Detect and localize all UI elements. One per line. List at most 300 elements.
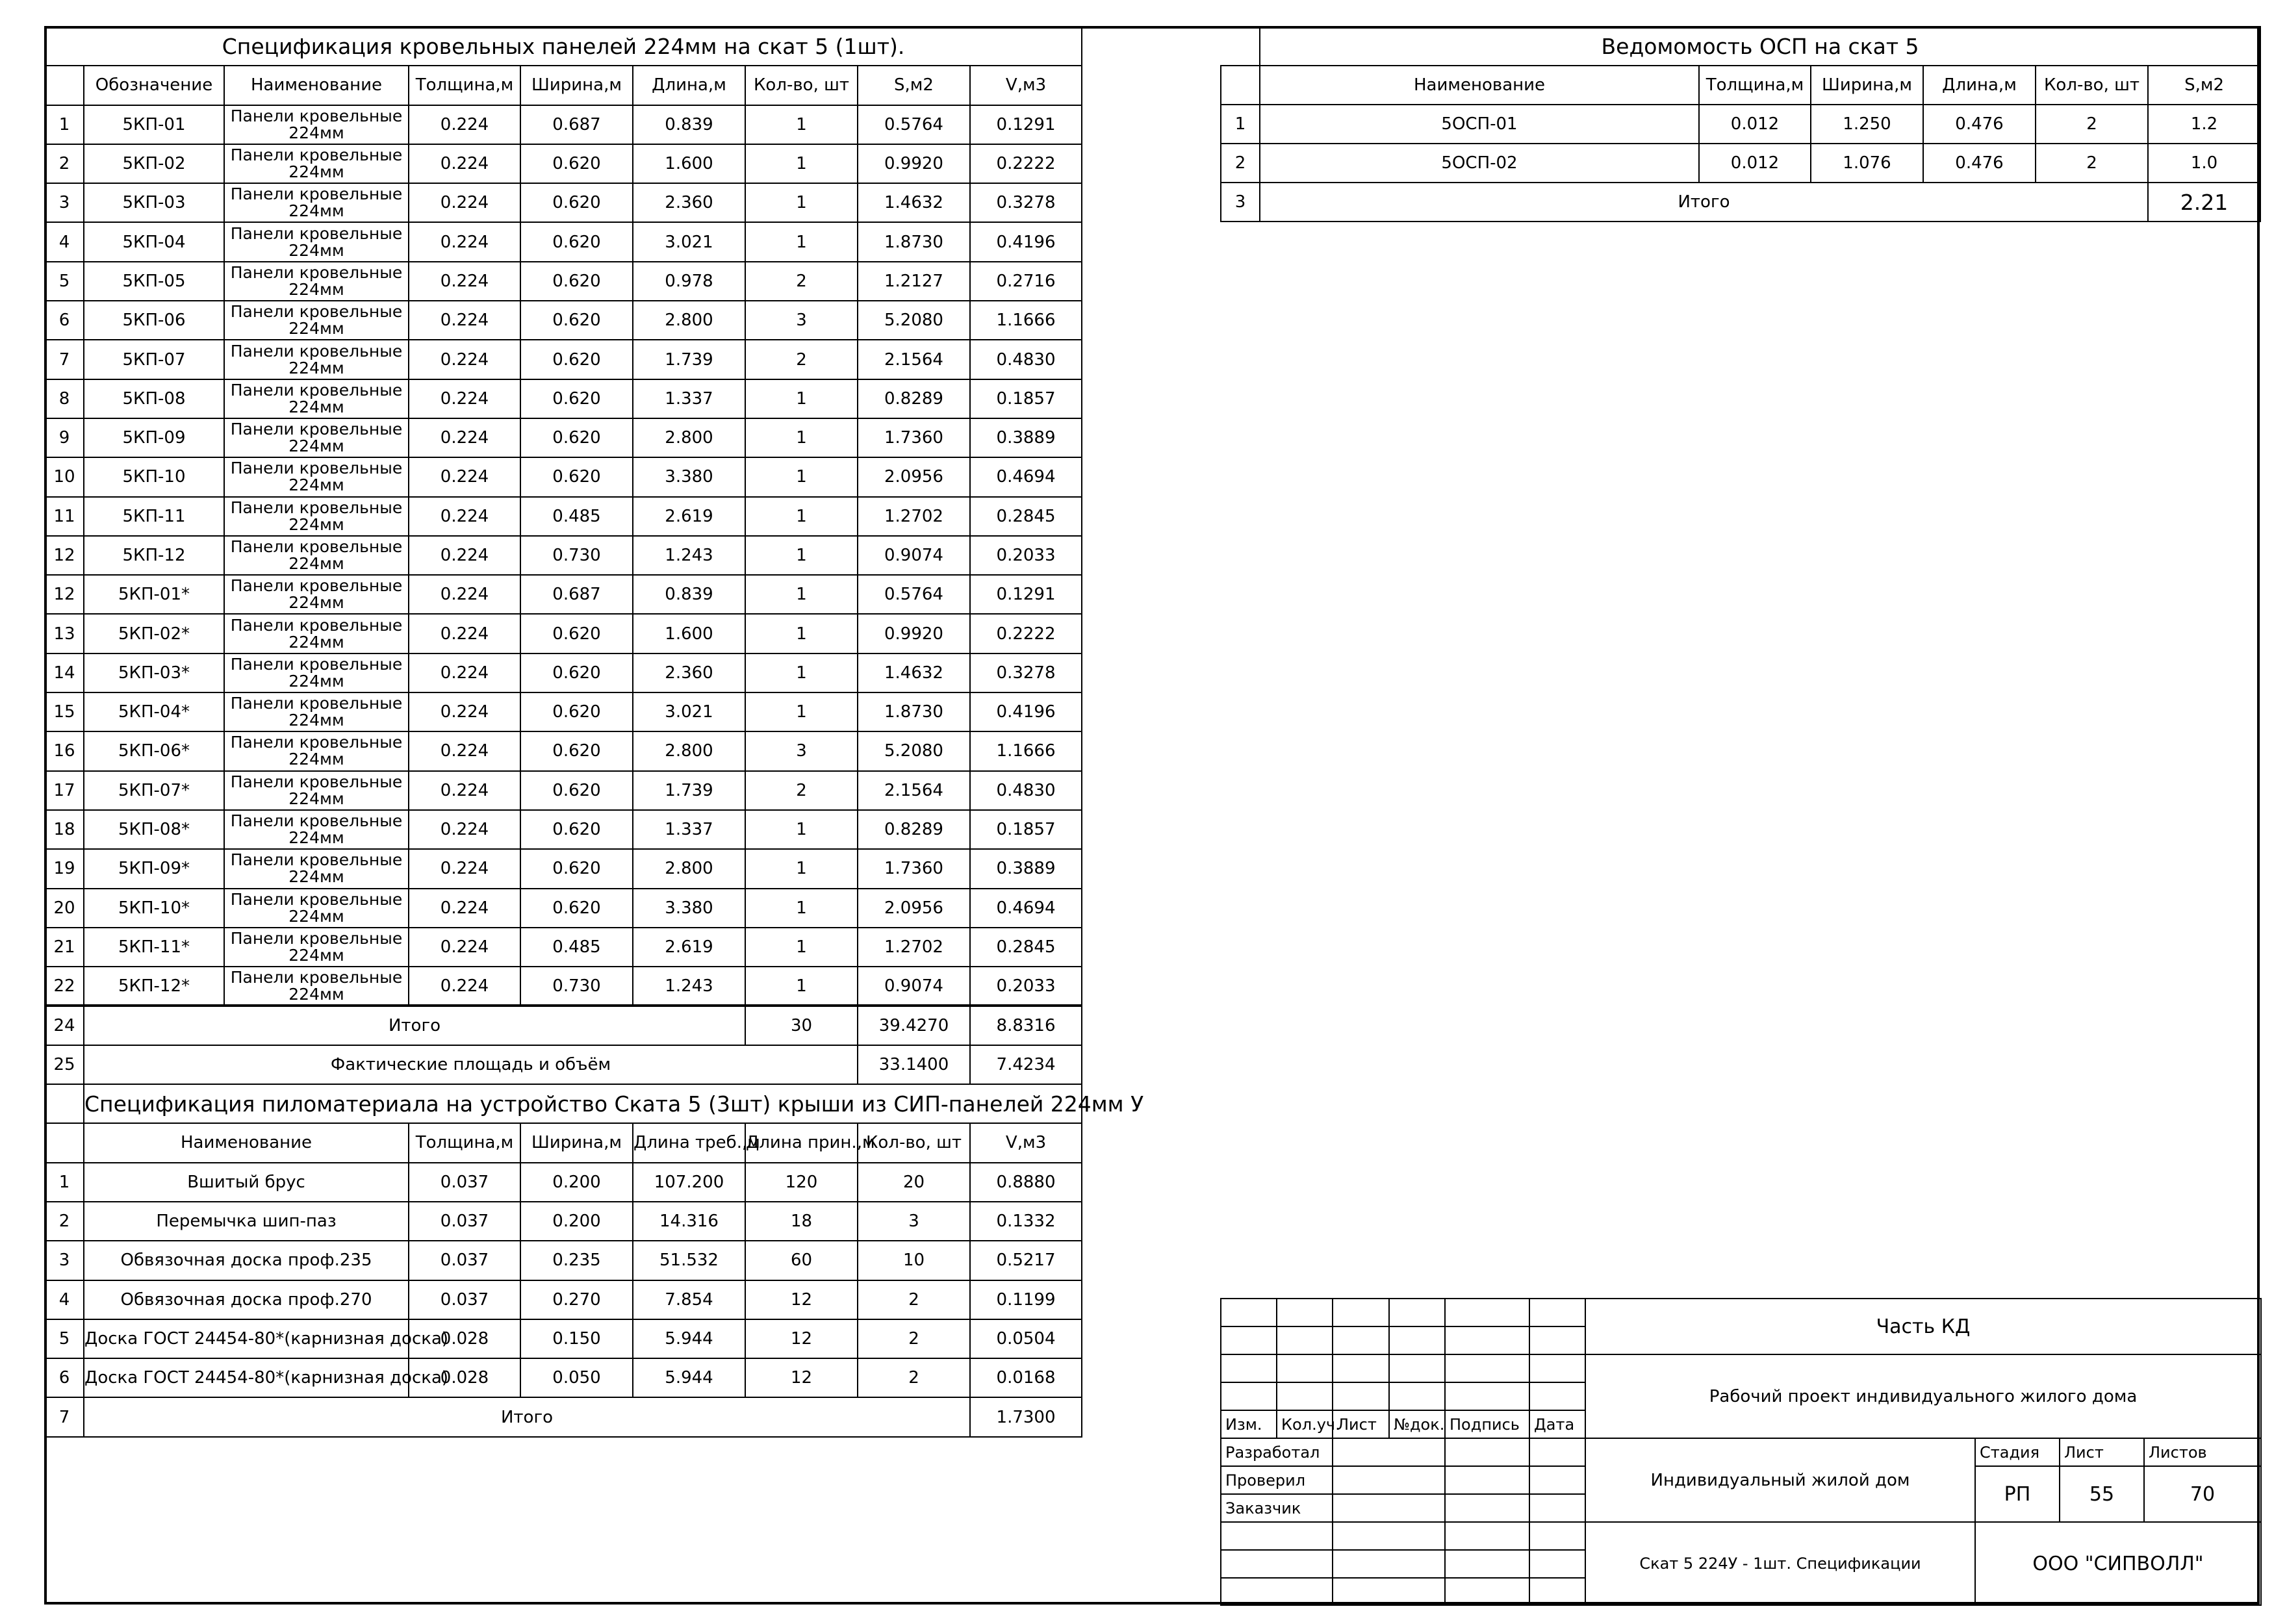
panel-area: 0.9920: [858, 614, 970, 653]
osp-name: 5ОСП-01: [1260, 105, 1699, 144]
stamp-col-doc: №док.: [1389, 1410, 1445, 1438]
lumber-spec-title: Спецификация пиломатериала на устройство Ската 5 (3шт) крыши из СИП-панелей 224мм У: [84, 1084, 1082, 1123]
stamp-cell: [1333, 1578, 1445, 1605]
stamp-cell: [1333, 1438, 1445, 1466]
panel-row: [45, 301, 1082, 340]
lumber-qty: 20: [858, 1163, 970, 1202]
row-number: 15: [45, 692, 84, 731]
panel-name: Панели кровельные 224мм: [224, 653, 409, 692]
panel-thickness: 0.224: [409, 575, 520, 614]
osp-length: 0.476: [1923, 105, 2036, 144]
panel-length: 2.619: [633, 497, 745, 536]
lumber-length-required: 5.944: [633, 1319, 745, 1358]
panels-spec-table: [44, 26, 1144, 1438]
lumber-header-row: [45, 1123, 1082, 1162]
panel-qty: 1: [745, 379, 858, 418]
panels-header-width: Ширина,м: [520, 66, 633, 105]
row-number: 13: [45, 614, 84, 653]
panel-length: 1.337: [633, 379, 745, 418]
stamp-cell: [1445, 1354, 1529, 1382]
osp-header-width: Ширина,м: [1811, 66, 1923, 105]
stamp-cell: [1333, 1550, 1445, 1578]
panel-length: 3.021: [633, 222, 745, 261]
osp-area: 1.2: [2148, 105, 2260, 144]
stamp-cell: [1389, 1354, 1445, 1382]
panel-row: [45, 692, 1082, 731]
panel-qty: 1: [745, 614, 858, 653]
panel-qty: 3: [745, 731, 858, 770]
panel-area: 0.8289: [858, 810, 970, 849]
panel-thickness: 0.224: [409, 849, 520, 888]
panel-qty: 1: [745, 967, 858, 1006]
panel-volume: 0.1291: [970, 575, 1082, 614]
row-number: 3: [45, 1241, 84, 1280]
panel-length: 1.600: [633, 144, 745, 183]
panel-thickness: 0.224: [409, 222, 520, 261]
lumber-length-required: 51.532: [633, 1241, 745, 1280]
osp-width: 1.250: [1811, 105, 1923, 144]
panel-row: [45, 497, 1082, 536]
panel-width: 0.620: [520, 379, 633, 418]
panel-width: 0.620: [520, 418, 633, 457]
panel-volume: 0.1857: [970, 379, 1082, 418]
panel-row: [45, 614, 1082, 653]
stamp-cell: [1277, 1326, 1333, 1354]
panel-code: 5КП-03: [84, 183, 224, 222]
stamp-cell: [1333, 1466, 1445, 1494]
stamp-cell: [1221, 1522, 1333, 1550]
panel-thickness: 0.224: [409, 771, 520, 810]
panels-header-num: [45, 66, 84, 105]
panel-code: 5КП-08*: [84, 810, 224, 849]
stamp-sheets-label: Листов: [2144, 1438, 2261, 1466]
row-number: 3: [45, 183, 84, 222]
osp-header-thickness: Толщина,м: [1699, 66, 1811, 105]
stamp-company: ООО "СИПВОЛЛ": [1975, 1522, 2261, 1605]
panel-row: [45, 183, 1082, 222]
panel-area: 1.8730: [858, 222, 970, 261]
panel-thickness: 0.224: [409, 889, 520, 928]
stamp-cell: [1445, 1299, 1529, 1326]
panel-qty: 3: [745, 301, 858, 340]
stamp-cell: [1333, 1494, 1445, 1522]
title-block: [1220, 1298, 2262, 1606]
osp-area: 1.0: [2148, 144, 2260, 183]
panel-thickness: 0.224: [409, 497, 520, 536]
panel-code: 5КП-04*: [84, 692, 224, 731]
stamp-cell: [1277, 1299, 1333, 1326]
osp-total-row: [1221, 183, 2260, 222]
panel-code: 5КП-01*: [84, 575, 224, 614]
stamp-cell: [1221, 1382, 1277, 1410]
row-number: 7: [45, 1397, 84, 1436]
stamp-developed: Разработал: [1221, 1438, 1333, 1466]
stamp-cell: [1333, 1299, 1389, 1326]
row-number: 22: [45, 967, 84, 1006]
row-number: 9: [45, 418, 84, 457]
panel-volume: 0.2222: [970, 144, 1082, 183]
panel-area: 1.4632: [858, 183, 970, 222]
panel-length: 2.800: [633, 731, 745, 770]
panel-name: Панели кровельные 224мм: [224, 967, 409, 1006]
panel-thickness: 0.224: [409, 810, 520, 849]
panel-code: 5КП-06: [84, 301, 224, 340]
stamp-cell: [1445, 1466, 1529, 1494]
panel-width: 0.620: [520, 457, 633, 496]
panel-name: Панели кровельные 224мм: [224, 222, 409, 261]
row-number: 7: [45, 340, 84, 379]
panel-code: 5КП-11: [84, 497, 224, 536]
stamp-cell: [1529, 1382, 1585, 1410]
panel-name: Панели кровельные 224мм: [224, 497, 409, 536]
lumber-width: 0.200: [520, 1202, 633, 1241]
panel-area: 0.9074: [858, 536, 970, 575]
panel-area: 2.1564: [858, 340, 970, 379]
stamp-cell: [1389, 1326, 1445, 1354]
row-number: 6: [45, 1358, 84, 1397]
panel-length: 2.619: [633, 928, 745, 967]
panel-width: 0.730: [520, 967, 633, 1006]
panel-width: 0.620: [520, 731, 633, 770]
panel-name: Панели кровельные 224мм: [224, 144, 409, 183]
panel-width: 0.620: [520, 810, 633, 849]
osp-length: 0.476: [1923, 144, 2036, 183]
panel-volume: 0.3278: [970, 183, 1082, 222]
panel-qty: 1: [745, 692, 858, 731]
row-number: 3: [1221, 183, 1260, 222]
panel-width: 0.485: [520, 928, 633, 967]
lumber-volume: 0.8880: [970, 1163, 1082, 1202]
lumber-header-length-accepted: Длина прин.,м: [745, 1123, 858, 1162]
panel-area: 1.7360: [858, 849, 970, 888]
panel-row: [45, 222, 1082, 261]
panel-row: [45, 731, 1082, 770]
panel-thickness: 0.224: [409, 967, 520, 1006]
panel-width: 0.620: [520, 301, 633, 340]
panel-volume: 0.2845: [970, 497, 1082, 536]
row-number: 18: [45, 810, 84, 849]
stamp-part: Часть КД: [1585, 1299, 2261, 1354]
stamp-cell: [1445, 1578, 1529, 1605]
panel-length: 1.600: [633, 614, 745, 653]
lumber-length-accepted: 120: [745, 1163, 858, 1202]
panel-volume: 0.2033: [970, 967, 1082, 1006]
panel-width: 0.620: [520, 340, 633, 379]
panel-row: [45, 928, 1082, 967]
panels-header-code: Обозначение: [84, 66, 224, 105]
row-number: 5: [45, 262, 84, 301]
row-number: 19: [45, 849, 84, 888]
panel-width: 0.620: [520, 692, 633, 731]
panel-code: 5КП-10*: [84, 889, 224, 928]
row-number: 12: [45, 536, 84, 575]
panel-width: 0.730: [520, 536, 633, 575]
panel-width: 0.687: [520, 575, 633, 614]
panel-length: 1.337: [633, 810, 745, 849]
panel-volume: 0.4694: [970, 457, 1082, 496]
panel-width: 0.620: [520, 183, 633, 222]
panel-thickness: 0.224: [409, 262, 520, 301]
row-number: 1: [45, 105, 84, 144]
row-number: 12: [45, 575, 84, 614]
stamp-object: Индивидуальный жилой дом: [1585, 1438, 1975, 1522]
panel-length: 1.739: [633, 340, 745, 379]
stamp-cell: [1221, 1299, 1277, 1326]
lumber-length-accepted: 12: [745, 1319, 858, 1358]
lumber-name: Обвязочная доска проф.270: [84, 1280, 409, 1319]
panel-qty: 1: [745, 536, 858, 575]
osp-header-length: Длина,м: [1923, 66, 2036, 105]
stamp-cell: [1529, 1299, 1585, 1326]
lumber-width: 0.270: [520, 1280, 633, 1319]
panel-qty: 1: [745, 105, 858, 144]
lumber-length-required: 107.200: [633, 1163, 745, 1202]
panels-header-qty: Кол-во, шт: [745, 66, 858, 105]
panel-code: 5КП-07*: [84, 771, 224, 810]
panel-width: 0.620: [520, 771, 633, 810]
panel-width: 0.620: [520, 144, 633, 183]
lumber-width: 0.050: [520, 1358, 633, 1397]
panel-length: 1.243: [633, 967, 745, 1006]
panel-code: 5КП-02*: [84, 614, 224, 653]
stamp-cell: [1529, 1354, 1585, 1382]
stamp-cell: [1529, 1326, 1585, 1354]
panel-code: 5КП-05: [84, 262, 224, 301]
panel-code: 5КП-09: [84, 418, 224, 457]
lumber-row: [45, 1358, 1082, 1397]
row-number: 17: [45, 771, 84, 810]
panel-width: 0.485: [520, 497, 633, 536]
lumber-header-num: [45, 1123, 84, 1162]
panel-name: Панели кровельные 224мм: [224, 301, 409, 340]
lumber-thickness: 0.028: [409, 1358, 520, 1397]
stamp-sheet-label: Лист: [2060, 1438, 2144, 1466]
panel-qty: 1: [745, 497, 858, 536]
stamp-cell: [1389, 1299, 1445, 1326]
panel-width: 0.620: [520, 222, 633, 261]
row-number: 1: [45, 1163, 84, 1202]
lumber-width: 0.200: [520, 1163, 633, 1202]
panel-width: 0.620: [520, 849, 633, 888]
panel-row: [45, 575, 1082, 614]
lumber-thickness: 0.028: [409, 1319, 520, 1358]
panel-qty: 2: [745, 771, 858, 810]
panel-row: [45, 771, 1082, 810]
panel-area: 0.8289: [858, 379, 970, 418]
stamp-cell: [1445, 1550, 1529, 1578]
stamp-cell: [1445, 1494, 1529, 1522]
panel-area: 2.1564: [858, 771, 970, 810]
panel-width: 0.687: [520, 105, 633, 144]
panel-volume: 0.2845: [970, 928, 1082, 967]
panel-area: 2.0956: [858, 889, 970, 928]
osp-total-area: 2.21: [2148, 183, 2260, 222]
panel-length: 2.800: [633, 301, 745, 340]
panels-total-row: [45, 1006, 1082, 1045]
stamp-col-sheet: Лист: [1333, 1410, 1389, 1438]
row-number: 2: [1221, 144, 1260, 183]
panel-row: [45, 144, 1082, 183]
panel-volume: 0.3889: [970, 849, 1082, 888]
panel-length: 3.380: [633, 889, 745, 928]
lumber-name: Перемычка шип-паз: [84, 1202, 409, 1241]
lumber-volume: 0.0168: [970, 1358, 1082, 1397]
lumber-qty: 2: [858, 1358, 970, 1397]
lumber-title-corner: [45, 1084, 84, 1123]
panel-volume: 0.4196: [970, 692, 1082, 731]
panel-code: 5КП-12*: [84, 967, 224, 1006]
stamp-cell: [1221, 1550, 1333, 1578]
stamp-stage: РП: [1975, 1466, 2060, 1522]
row-number: 11: [45, 497, 84, 536]
lumber-total-row: [45, 1397, 1082, 1436]
stamp-cell: [1445, 1382, 1529, 1410]
panel-row: [45, 810, 1082, 849]
panel-name: Панели кровельные 224мм: [224, 614, 409, 653]
lumber-volume: 0.0504: [970, 1319, 1082, 1358]
osp-header-qty: Кол-во, шт: [2036, 66, 2148, 105]
panel-qty: 2: [745, 262, 858, 301]
stamp-cell: [1333, 1326, 1389, 1354]
lumber-title-row: [45, 1084, 1082, 1123]
osp-thickness: 0.012: [1699, 105, 1811, 144]
row-number: 24: [45, 1006, 84, 1045]
panel-area: 1.4632: [858, 653, 970, 692]
panel-width: 0.620: [520, 262, 633, 301]
row-number: 14: [45, 653, 84, 692]
panel-length: 2.360: [633, 653, 745, 692]
stamp-cell: [1529, 1578, 1585, 1605]
panel-volume: 0.1857: [970, 810, 1082, 849]
panels-actual-row: [45, 1045, 1082, 1084]
osp-thickness: 0.012: [1699, 144, 1811, 183]
panel-code: 5КП-10: [84, 457, 224, 496]
panel-row: [45, 849, 1082, 888]
panel-volume: 0.4196: [970, 222, 1082, 261]
lumber-volume: 0.5217: [970, 1241, 1082, 1280]
panel-width: 0.620: [520, 614, 633, 653]
lumber-volume: 0.1332: [970, 1202, 1082, 1241]
panel-qty: 1: [745, 144, 858, 183]
panel-name: Панели кровельные 224мм: [224, 849, 409, 888]
lumber-total-volume: 1.7300: [970, 1397, 1082, 1436]
lumber-length-required: 7.854: [633, 1280, 745, 1319]
osp-title: Ведомомость ОСП на скат 5: [1260, 27, 2260, 66]
panels-actual-area: 33.1400: [858, 1045, 970, 1084]
osp-total-label: Итого: [1260, 183, 2148, 222]
panel-area: 0.9920: [858, 144, 970, 183]
stamp-col-count: Кол.уч.: [1277, 1410, 1333, 1438]
panel-volume: 0.4830: [970, 340, 1082, 379]
lumber-thickness: 0.037: [409, 1163, 520, 1202]
panel-thickness: 0.224: [409, 379, 520, 418]
stamp-checked: Проверил: [1221, 1466, 1333, 1494]
panel-length: 0.839: [633, 575, 745, 614]
panel-thickness: 0.224: [409, 144, 520, 183]
lumber-header-thickness: Толщина,м: [409, 1123, 520, 1162]
row-number: 4: [45, 222, 84, 261]
panel-length: 0.978: [633, 262, 745, 301]
panel-thickness: 0.224: [409, 928, 520, 967]
stamp-col-date: Дата: [1529, 1410, 1585, 1438]
panel-row: [45, 967, 1082, 1006]
panel-thickness: 0.224: [409, 418, 520, 457]
lumber-qty: 3: [858, 1202, 970, 1241]
panel-length: 2.360: [633, 183, 745, 222]
stamp-cell: [1221, 1578, 1333, 1605]
stamp-cell: [1277, 1382, 1333, 1410]
panel-volume: 1.1666: [970, 731, 1082, 770]
lumber-name: Доска ГОСТ 24454-80*(карнизная доска): [84, 1358, 409, 1397]
panel-area: 1.2702: [858, 497, 970, 536]
panel-area: 1.2127: [858, 262, 970, 301]
panel-volume: 0.2033: [970, 536, 1082, 575]
panel-qty: 1: [745, 418, 858, 457]
lumber-qty: 2: [858, 1319, 970, 1358]
panel-thickness: 0.224: [409, 614, 520, 653]
stamp-cell: [1333, 1354, 1389, 1382]
panel-area: 5.2080: [858, 731, 970, 770]
lumber-length-accepted: 12: [745, 1280, 858, 1319]
panel-volume: 0.2716: [970, 262, 1082, 301]
panel-qty: 1: [745, 222, 858, 261]
osp-title-corner: [1221, 27, 1260, 66]
panel-row: [45, 105, 1082, 144]
row-number: 6: [45, 301, 84, 340]
osp-row: [1221, 105, 2260, 144]
stamp-sheet: 55: [2060, 1466, 2144, 1522]
stamp-project: Рабочий проект индивидуального жилого дома: [1585, 1354, 2261, 1438]
panel-volume: 0.2222: [970, 614, 1082, 653]
panel-name: Панели кровельные 224мм: [224, 810, 409, 849]
stamp-cell: [1445, 1326, 1529, 1354]
panel-length: 2.800: [633, 418, 745, 457]
panels-actual-label: Фактические площадь и объём: [84, 1045, 858, 1084]
panel-volume: 0.3278: [970, 653, 1082, 692]
panel-name: Панели кровельные 224мм: [224, 692, 409, 731]
panel-name: Панели кровельные 224мм: [224, 889, 409, 928]
panel-name: Панели кровельные 224мм: [224, 536, 409, 575]
panel-name: Панели кровельные 224мм: [224, 418, 409, 457]
panel-width: 0.620: [520, 889, 633, 928]
panel-name: Панели кровельные 224мм: [224, 731, 409, 770]
panel-volume: 1.1666: [970, 301, 1082, 340]
row-number: 8: [45, 379, 84, 418]
panel-area: 0.9074: [858, 967, 970, 1006]
lumber-row: [45, 1319, 1082, 1358]
panels-header-length: Длина,м: [633, 66, 745, 105]
panels-spec-title: Спецификация кровельных панелей 224мм на скат 5 (1шт).: [45, 27, 1082, 66]
lumber-volume: 0.1199: [970, 1280, 1082, 1319]
panel-area: 5.2080: [858, 301, 970, 340]
panel-length: 0.839: [633, 105, 745, 144]
osp-table: [1220, 26, 2261, 222]
panel-length: 1.243: [633, 536, 745, 575]
panels-total-area: 39.4270: [858, 1006, 970, 1045]
panel-name: Панели кровельные 224мм: [224, 105, 409, 144]
lumber-length-accepted: 12: [745, 1358, 858, 1397]
panel-code: 5КП-06*: [84, 731, 224, 770]
panel-row: [45, 418, 1082, 457]
lumber-name: Вшитый брус: [84, 1163, 409, 1202]
panel-qty: 1: [745, 183, 858, 222]
panel-code: 5КП-09*: [84, 849, 224, 888]
panel-area: 2.0956: [858, 457, 970, 496]
row-number: 21: [45, 928, 84, 967]
panel-length: 2.800: [633, 849, 745, 888]
panel-name: Панели кровельные 224мм: [224, 183, 409, 222]
panel-volume: 0.3889: [970, 418, 1082, 457]
